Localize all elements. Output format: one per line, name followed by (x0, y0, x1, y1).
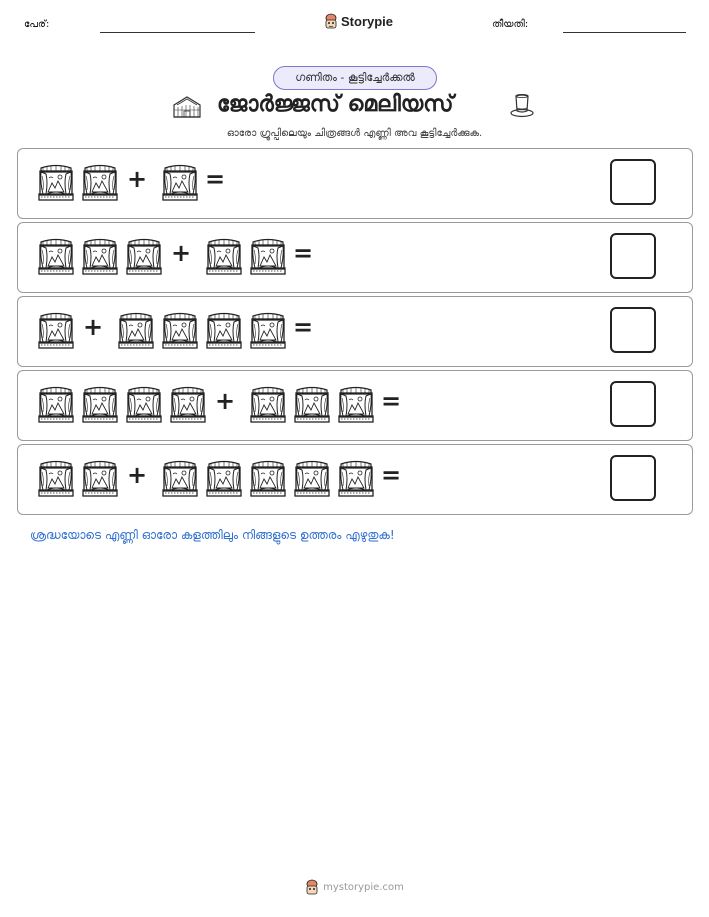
equation (18, 223, 598, 294)
theater-stage-icon (250, 386, 286, 424)
plus-sign: + (126, 461, 148, 489)
instructions: ഓരോ ഗ്രൂപ്പിലെയും ചിത്രങ്ങൾ എണ്ണി അവ കൂട്ടിച്ചേർക്കുക. (226, 128, 483, 139)
theater-stage-icon (338, 386, 374, 424)
theater-stage-icon (82, 164, 118, 202)
theater-stage-icon (162, 164, 198, 202)
page-title: ജോർജ്ജസ് മെലിയസ് (217, 92, 454, 117)
theater-stage-icon (250, 460, 286, 498)
theater-stage-icon (206, 238, 242, 276)
footer (0, 879, 709, 896)
equals-sign: = (292, 239, 314, 267)
reminder-note: ശ്രദ്ധയോടെ എണ്ണി ഓരോ കളത്തിലും നിങ്ങളുടെ ഉത്തരം എഴുതുക! (30, 528, 395, 542)
equals-sign: = (204, 165, 226, 193)
answer-box[interactable] (610, 159, 656, 205)
theater-stage-icon (126, 238, 162, 276)
equation (18, 371, 598, 442)
theater-stage-icon (170, 386, 206, 424)
equals-sign: = (380, 461, 402, 489)
name-field[interactable] (100, 32, 255, 33)
top-hat-icon (508, 92, 536, 120)
equals-sign: = (380, 387, 402, 415)
theater-stage-icon (38, 238, 74, 276)
theater-stage-icon (294, 386, 330, 424)
theater-stage-icon (250, 312, 286, 350)
theater-stage-icon (38, 386, 74, 424)
footer-site: mystorypie.com (323, 882, 404, 893)
theater-stage-icon (338, 460, 374, 498)
date-field[interactable] (563, 32, 686, 33)
equation (18, 297, 598, 368)
equation (18, 149, 598, 220)
theater-stage-icon (38, 312, 74, 350)
storypie-mascot-icon (324, 13, 338, 30)
answer-box[interactable] (610, 307, 656, 353)
film-studio-icon (172, 95, 202, 119)
storypie-mascot-icon (305, 879, 319, 896)
theater-stage-icon (162, 460, 198, 498)
theater-stage-icon (82, 460, 118, 498)
addition-problem-row (17, 370, 693, 441)
theater-stage-icon (162, 312, 198, 350)
equation (18, 445, 598, 516)
theater-stage-icon (206, 312, 242, 350)
addition-problem-row (17, 444, 693, 515)
plus-sign: + (170, 239, 192, 267)
addition-problem-row (17, 296, 693, 367)
answer-box[interactable] (610, 233, 656, 279)
name-label: പേര്: (24, 19, 50, 30)
answer-box[interactable] (610, 455, 656, 501)
equals-sign: = (292, 313, 314, 341)
plus-sign: + (82, 313, 104, 341)
addition-problem-row (17, 222, 693, 293)
plus-sign: + (126, 165, 148, 193)
answer-box[interactable] (610, 381, 656, 427)
addition-problem-row (17, 148, 693, 219)
brand-name: Storypie (341, 14, 394, 29)
theater-stage-icon (82, 238, 118, 276)
plus-sign: + (214, 387, 236, 415)
theater-stage-icon (38, 164, 74, 202)
subject-tag: ഗണിതം - കൂട്ടിച്ചേർക്കൽ (273, 66, 437, 90)
theater-stage-icon (38, 460, 74, 498)
title-row (0, 92, 709, 122)
theater-stage-icon (126, 386, 162, 424)
brand-logo (324, 13, 393, 30)
theater-stage-icon (294, 460, 330, 498)
theater-stage-icon (118, 312, 154, 350)
date-label: തീയതി: (492, 19, 529, 30)
theater-stage-icon (206, 460, 242, 498)
theater-stage-icon (82, 386, 118, 424)
worksheet-header (0, 0, 709, 40)
theater-stage-icon (250, 238, 286, 276)
